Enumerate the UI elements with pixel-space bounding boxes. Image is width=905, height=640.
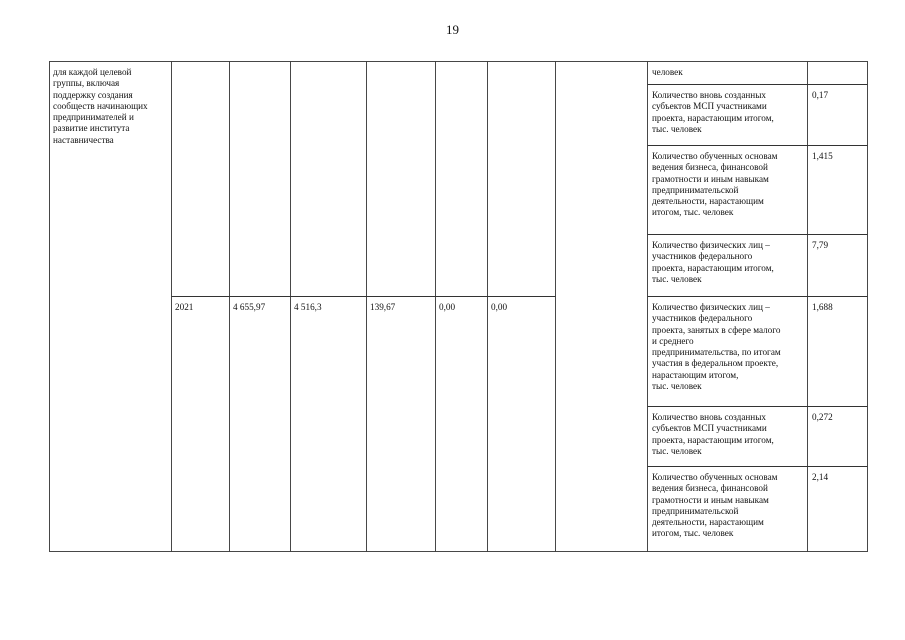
indicator-value: 2,14 — [812, 472, 829, 482]
indicator-name: человек — [652, 67, 683, 77]
indicator-name: Количество обученных основам ведения бизнеса, финансовой грамотности и иным навыкам предпринимательской деятельности, нарастающим итогом, тыс. человек — [652, 472, 778, 539]
indicator-name: Количество обученных основам ведения бизнеса, финансовой грамотности и иным навыкам предпринимательской деятельности, нарастающим итогом, тыс. человек — [652, 151, 778, 218]
indicator-name: Количество физических лиц – участников федерального проекта, занятых в сфере малого и среднего предпринимательства, по итогам участия в федеральном проекте, нарастающим итогом, тыс. человек — [652, 302, 781, 392]
indicator-value: 0,17 — [812, 90, 829, 100]
indicator-name: Количество физических лиц – участников федерального проекта, нарастающим итогом, тыс. человек — [652, 240, 774, 284]
extra-amount-cell: 0,00 — [491, 302, 508, 312]
indicator-value: 7,79 — [812, 240, 829, 250]
regional-amount-cell: 139,67 — [370, 302, 396, 312]
local-amount-cell: 0,00 — [439, 302, 456, 312]
federal-amount-cell: 4 516,3 — [294, 302, 322, 312]
indicator-name: Количество вновь созданных субъектов МСП участниками проекта, нарастающим итогом, тыс. человек — [652, 412, 774, 456]
year-cell: 2021 — [175, 302, 194, 312]
project-description: для каждой целевой группы, включая поддержку создания сообществ начинающих предпринимателей и развитие института наставничества — [53, 67, 148, 145]
indicator-name: Количество вновь созданных субъектов МСП участниками проекта, нарастающим итогом, тыс. человек — [652, 90, 774, 134]
indicator-value: 1,688 — [812, 302, 833, 312]
indicator-value: 0,272 — [812, 412, 833, 422]
total-amount-cell: 4 655,97 — [233, 302, 266, 312]
page-number: 19 — [446, 22, 459, 37]
indicator-value: 1,415 — [812, 151, 833, 161]
